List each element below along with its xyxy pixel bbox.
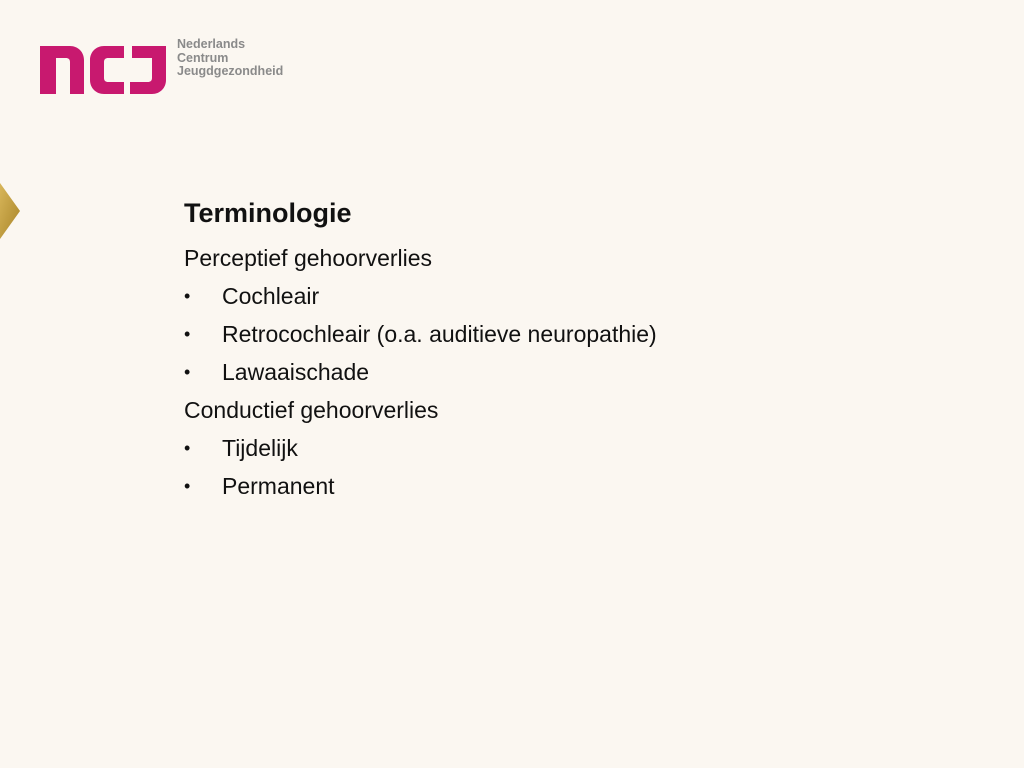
ncj-logo	[40, 38, 300, 98]
section-conductief	[184, 395, 964, 501]
bullet-item: • Tijdelijk	[184, 433, 964, 463]
bullet-list	[184, 281, 964, 387]
slide-content	[184, 193, 964, 509]
play-arrow-icon	[0, 183, 20, 239]
slide-title: Terminologie	[184, 198, 352, 228]
org-line-3: Jeugdgezondheid	[177, 64, 284, 78]
ncj-logo-mark	[40, 40, 168, 96]
org-line-2: Centrum	[177, 50, 229, 65]
section-perceptief	[184, 243, 964, 387]
section-heading: Perceptief gehoorverlies	[184, 245, 433, 271]
section-heading: Conductief gehoorverlies	[184, 397, 439, 423]
bullet-item: • Cochleair	[184, 281, 964, 311]
bullet-item: • Lawaaischade	[184, 357, 964, 387]
organization-name	[177, 38, 283, 79]
bullet-list	[184, 433, 964, 501]
bullet-item: • Permanent	[184, 471, 964, 501]
org-line-1: Nederlands	[177, 37, 246, 51]
bullet-item: • Retrocochleair (o.a. auditieve neuropathie)	[184, 319, 964, 349]
